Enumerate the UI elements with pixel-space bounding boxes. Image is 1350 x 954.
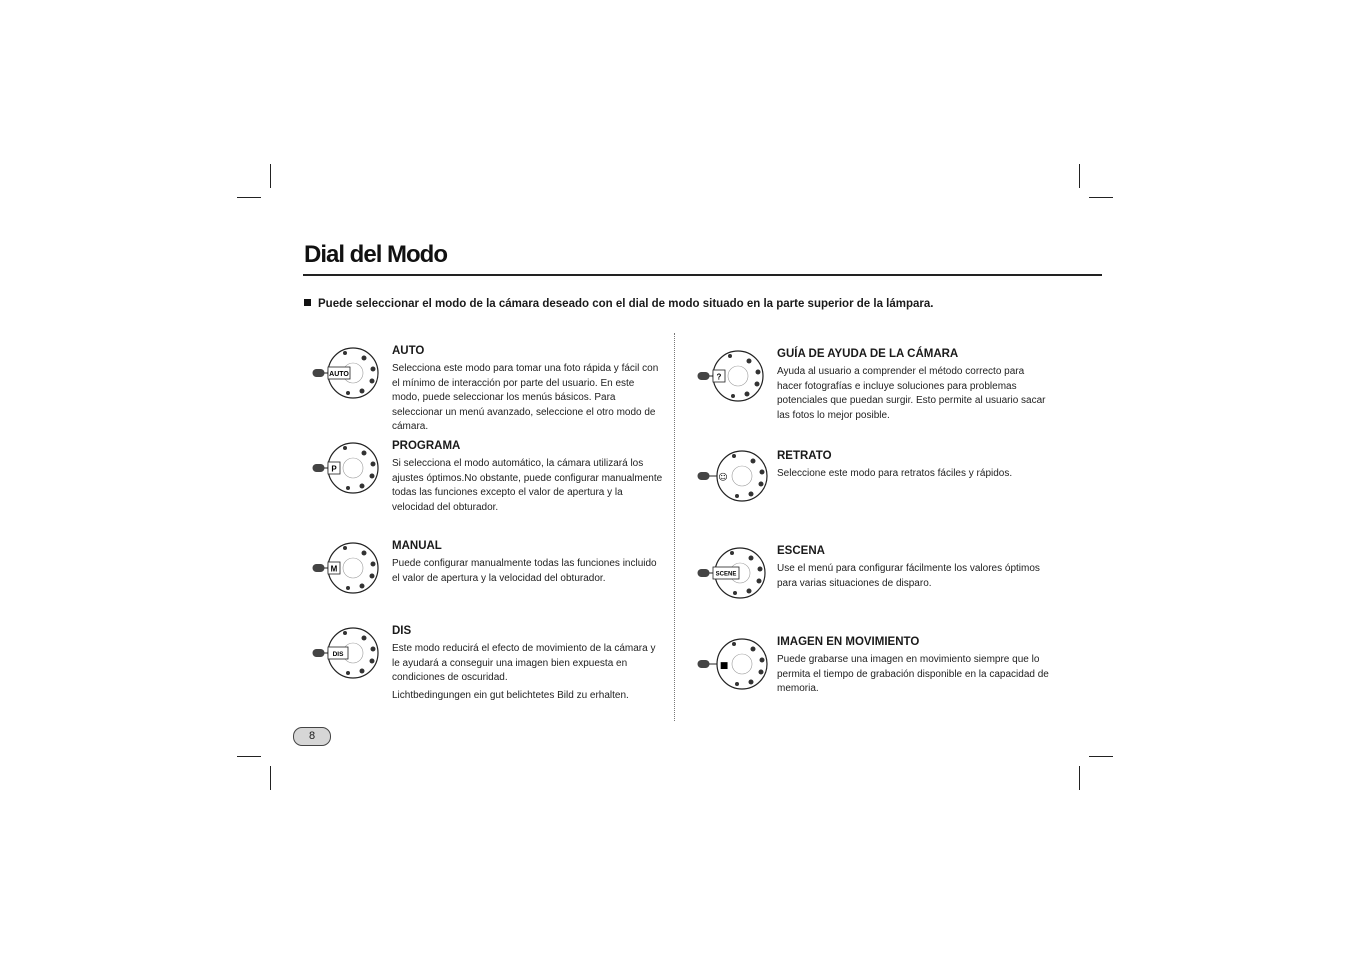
mode-title: ESCENA	[777, 545, 825, 557]
crop-mark	[270, 164, 271, 188]
mode-dial-icon	[697, 450, 769, 506]
mode-text	[392, 440, 664, 515]
mode-dial-icon	[312, 440, 384, 496]
crop-mark	[1079, 766, 1080, 790]
intro-label: Puede seleccionar el modo de la cámara deseado con el dial de modo situado en la parte superior de la lámpara.	[318, 298, 934, 310]
mode-dial-icon	[697, 636, 769, 692]
mode-title: MANUAL	[392, 540, 442, 552]
mode-title: RETRATO	[777, 450, 832, 462]
mode-title: IMAGEN EN MOVIMIENTO	[777, 636, 920, 648]
bullet-square-icon	[304, 299, 311, 306]
mode-dial-icon	[312, 540, 384, 596]
mode-text	[392, 345, 664, 435]
mode-dial-icon	[312, 345, 384, 401]
svg-text:DIS: DIS	[332, 651, 344, 658]
crop-mark	[237, 756, 261, 757]
mode-description: Puede grabarse una imagen en movimiento siempre que lo permita el tiempo de grabación disponible en la capacidad de memoria.	[777, 654, 1049, 695]
mode-description: Selecciona este modo para tomar una foto rápida y fácil con el mínimo de interacción por parte del usuario. En este modo, puede seleccionar los menús básicos. Para seleccionar un menú avanzado, seleccione el otro modo de cámara.	[392, 363, 659, 433]
mode-extra-text: Lichtbedingungen ein gut belichtetes Bild zu erhalten.	[392, 689, 629, 701]
mode-description: Este modo reducirá el efecto de movimiento de la cámara y le ayudará a conseguir una imagen bien expuesta en condiciones de oscuridad.	[392, 643, 656, 684]
svg-text:SCENE: SCENE	[715, 571, 737, 578]
mode-title: PROGRAMA	[392, 440, 461, 452]
mode-text	[777, 348, 1049, 423]
svg-text:☺: ☺	[718, 473, 728, 483]
mode-text	[777, 636, 1049, 697]
svg-text:M: M	[330, 564, 338, 574]
mode-dial-icon	[697, 348, 769, 404]
intro-text	[304, 298, 933, 310]
svg-text:?: ?	[716, 372, 722, 382]
page-number: 8	[293, 727, 331, 746]
crop-mark	[237, 197, 261, 198]
svg-text:■: ■	[719, 661, 729, 671]
mode-title: AUTO	[392, 345, 425, 357]
column-divider	[674, 333, 675, 721]
page-title: Dial del Modo	[304, 241, 447, 268]
svg-text:AUTO: AUTO	[329, 371, 349, 378]
mode-dial-icon	[697, 545, 769, 601]
mode-description: Si selecciona el modo automático, la cámara utilizará los ajustes óptimos.No obstante, puede configurar manualmente todas las funciones excepto el valor de apertura y la velocidad del obturador.	[392, 458, 663, 513]
mode-text	[392, 625, 664, 703]
crop-mark	[1079, 164, 1080, 188]
mode-title: DIS	[392, 625, 412, 637]
mode-description: Puede configurar manualmente todas las funciones incluido el valor de apertura y la velocidad del obturador.	[392, 558, 657, 584]
svg-text:P: P	[331, 464, 337, 474]
mode-text	[777, 545, 1049, 591]
mode-description: Use el menú para configurar fácilmente los valores óptimos para varias situaciones de disparo.	[777, 563, 1040, 589]
crop-mark	[1089, 756, 1113, 757]
crop-mark	[1089, 197, 1113, 198]
mode-title: GUÍA DE AYUDA DE LA CÁMARA	[777, 348, 959, 360]
mode-description: Ayuda al usuario a comprender el método correcto para hacer fotografías e incluye soluciones para problemas potenciales que puedan surgir. Esto permite al usuario sacar las fotos lo mejor posible.	[777, 366, 1046, 421]
mode-description: Seleccione este modo para retratos fáciles y rápidos.	[777, 468, 1013, 479]
mode-dial-icon	[312, 625, 384, 681]
mode-text	[777, 450, 1049, 482]
title-rule	[303, 274, 1102, 276]
mode-text	[392, 540, 664, 586]
crop-mark	[270, 766, 271, 790]
